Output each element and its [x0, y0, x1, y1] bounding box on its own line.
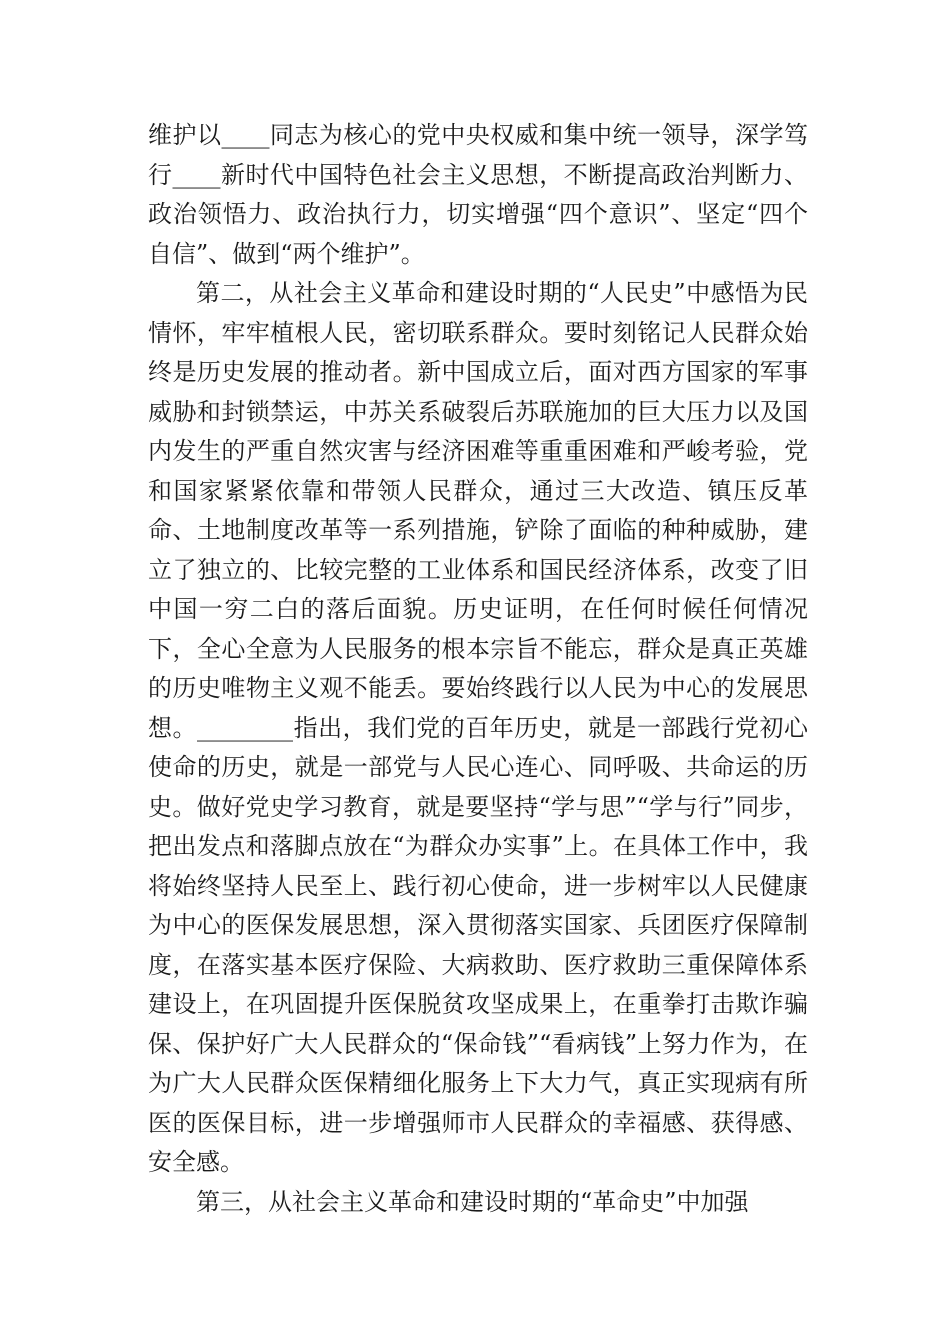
document-body: [148, 116, 808, 1222]
paragraph-second-point: 第二，从社会主义革命和建设时期的“人民史”中感悟为民情怀，牢牢植根人民，密切联系群众。要时刻铭记人民群众始终是历史发展的推动者。新中国成立后，面对西方国家的军事威胁和封锁禁运，中苏关系破裂后苏联施加的巨大压力以及国内发生的严重自然灾害与经济困难等重重困难和严峻考验，党和国家紧紧依靠和带领人民群众，通过三大改造、镇压反革命、土地制度改革等一系列措施，铲除了面临的种种威胁，建立了独立的、比较完整的工业体系和国民经济体系，改变了旧中国一穷二白的落后面貌。历史证明，在任何时候任何情况下，全心全意为人民服务的根本宗旨不能忘，群众是真正英雄的历史唯物主义观不能丢。要始终践行以人民为中心的发展思想。________指出，我们党的百年历史，就是一部践行党初心使命的历史，就是一部党与人民心连心、同呼吸、共命运的历史。做好党史学习教育，就是要坚持“学与思”“学与行”同步，把出发点和落脚点放在“为群众办实事”上。在具体工作中，我将始终坚持人民至上、践行初心使命，进一步树牢以人民健康为中心的医保发展思想，深入贯彻落实国家、兵团医疗保障制度，在落实基本医疗保险、大病救助、医疗救助三重保障体系建设上，在巩固提升医保脱贫攻坚成果上，在重拳打击欺诈骗保、保护好广大人民群众的“保命钱”“看病钱”上努力作为，在为广大人民群众医保精细化服务上下大力气，真正实现病有所医的医保目标，进一步增强师市人民群众的幸福感、获得感、安全感。: [148, 279, 808, 1176]
paragraph-third-point: 第三，从社会主义革命和建设时期的“革命史”中加强: [196, 1187, 749, 1216]
paragraph-continuation: 维护以____同志为核心的党中央权威和集中统一领导，深学笃行____新时代中国特色社会主义思想，不断提高政治判断力、政治领悟力、政治执行力，切实增强“四个意识”、坚定“四个自信”、做到“两个维护”。: [148, 121, 808, 268]
